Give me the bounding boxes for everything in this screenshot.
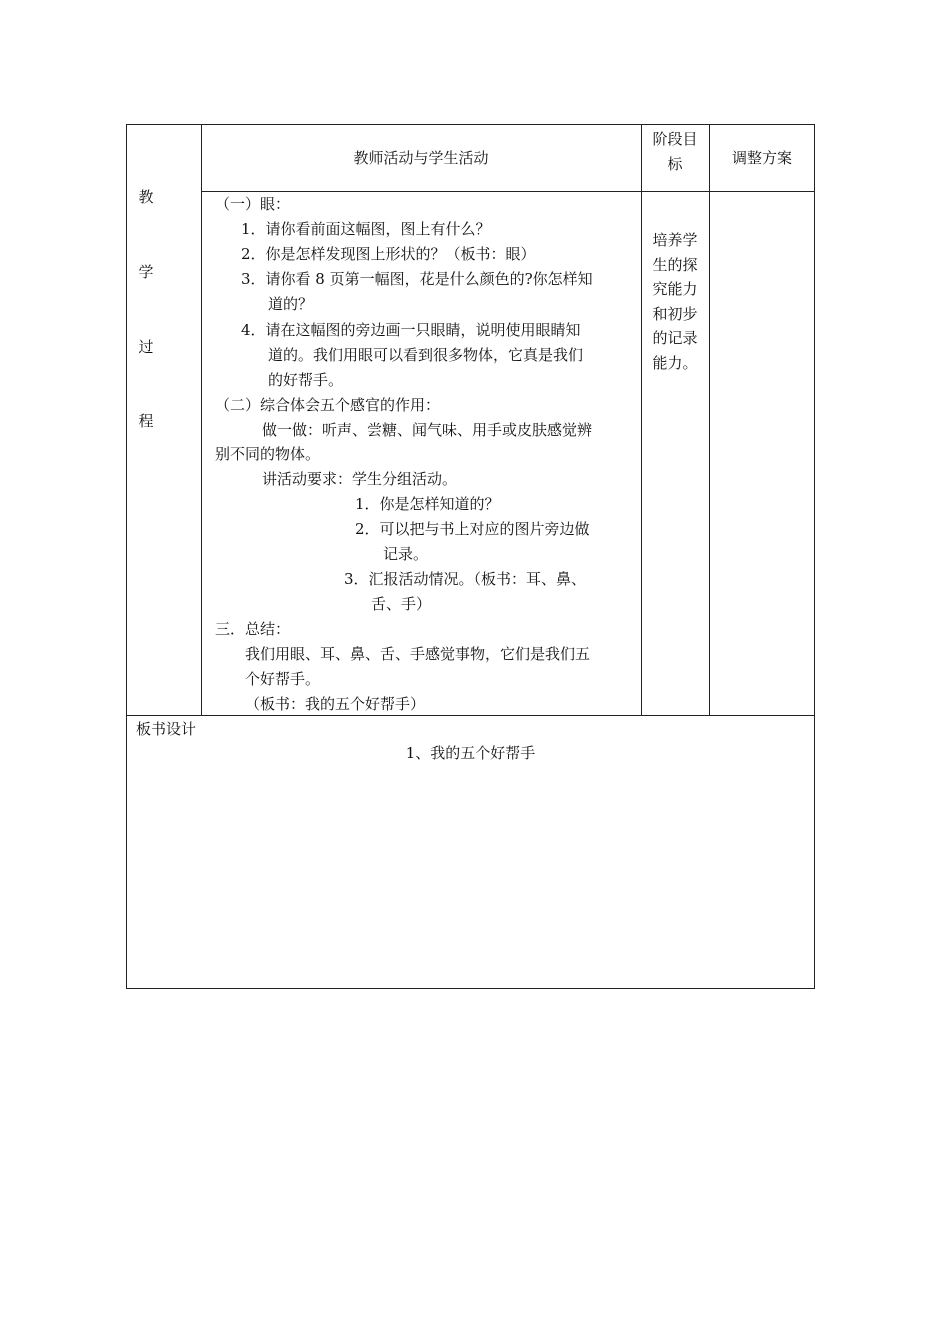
content-line: 个好帮手。: [245, 670, 321, 688]
col-divider-2: [641, 124, 642, 716]
goal-line: 究能力: [652, 280, 698, 298]
content-line: （板书：我的五个好帮手）: [245, 695, 426, 713]
content-line: 我们用眼、耳、鼻、舌、手感觉事物，它们是我们五: [245, 645, 591, 663]
goal-line: 的记录: [652, 329, 698, 347]
content-line: 1．你是怎样知道的？: [355, 495, 500, 513]
header-adjust: 调整方案: [731, 149, 792, 167]
goal-line: 生的探: [652, 255, 698, 274]
content-line: 舌、手）: [371, 595, 432, 613]
header-divider: [201, 191, 815, 192]
col-divider-1: [201, 124, 202, 716]
goal-line: 和初步: [652, 304, 698, 323]
col-divider-3: [709, 124, 710, 716]
content-line: 的好帮手。: [268, 371, 344, 389]
header-stage-goal: [641, 127, 709, 176]
content-line: （二）综合体会五个感官的作用：: [215, 396, 441, 414]
content-line: 讲活动要求：学生分组活动。: [262, 470, 458, 488]
sidebar-char: 学: [138, 263, 154, 281]
board-title: 1、我的五个好帮手: [405, 744, 536, 762]
sidebar-char: 程: [138, 412, 154, 430]
stage-goal-text: [641, 228, 709, 375]
content-line: 道的？: [268, 295, 314, 313]
content-line: 4．请在这幅图的旁边画一只眼睛，说明使用眼睛知: [241, 321, 581, 339]
content-line: 1．请你看前面这幅图，图上有什么？: [241, 220, 491, 238]
header-stage-goal-line: 阶段目: [652, 130, 698, 148]
sidebar-char: 过: [138, 338, 154, 356]
content-line: 2．可以把与书上对应的图片旁边做: [355, 520, 590, 538]
content-line: 三．总结：: [215, 620, 291, 638]
content-line: 做一做：听声、尝糖、闻气味、用手或皮肤感觉辨: [262, 421, 593, 439]
content-line: 记录。: [383, 545, 429, 563]
header-stage-goal-line: 标: [667, 154, 683, 173]
board-divider: [126, 715, 815, 716]
header-activities: 教师活动与学生活动: [353, 149, 489, 167]
content-line: 道的。我们用眼可以看到很多物体，它真是我们: [268, 346, 584, 364]
content-line: 3．汇报活动情况。（板书：耳、鼻、: [344, 570, 587, 588]
goal-line: 能力。: [652, 353, 698, 372]
content-line: 3．请你看 8 页第一幅图，花是什么颜色的?你怎样知: [241, 270, 593, 288]
sidebar-char: 教: [138, 188, 154, 206]
board-label: 板书设计: [136, 720, 197, 738]
goal-line: 培养学: [652, 231, 698, 249]
content-line: （一）眼：: [215, 195, 291, 213]
content-line: 别不同的物体。: [215, 445, 321, 463]
content-line: 2．你是怎样发现图上形状的？（板书：眼）: [241, 245, 536, 263]
